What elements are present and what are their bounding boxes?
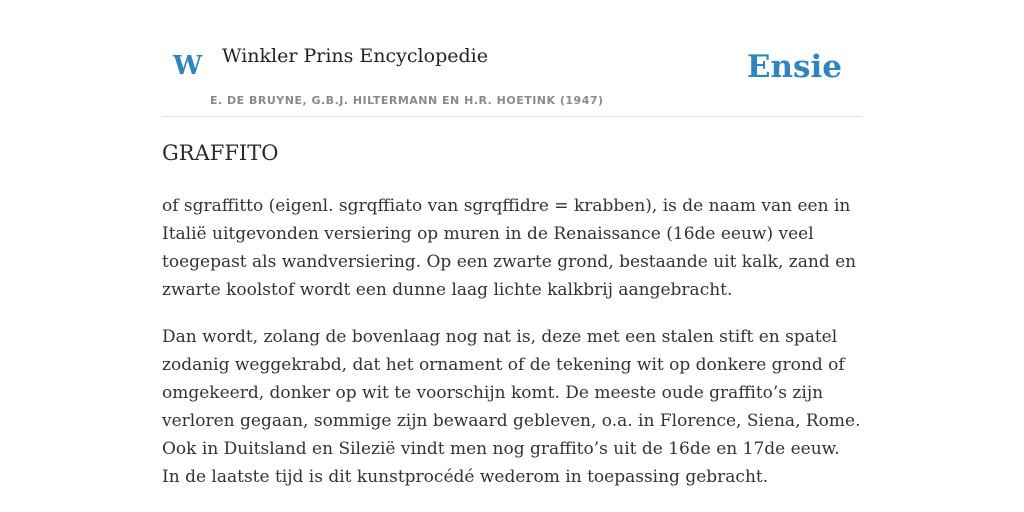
article-paragraph: Dan wordt, zolang de bovenlaag nog nat is, deze met een stalen stift en spatel zodanig weggekrabd, dat het ornament of de tekening wit op donkere grond of omgekeerd, donker op wit te voorschijn komt. De meeste oude graffito’s zijn verloren gegaan, sommige zijn bewaard gebleven, o.a. in Florence, Siena, Rome. Ook in Duitsland en Silezië vindt men nog graffito’s uit de 16de en 17de eeuw. In de laatste tijd is dit kunstprocédé wederom in toepassing gebracht. — [162, 327, 861, 487]
page-container — [162, 0, 862, 487]
authors-line: E. DE BRUYNE, G.B.J. HILTERMANN EN H.R. HOETINK (1947) — [210, 94, 604, 107]
encyclopedia-logo-icon[interactable]: W — [173, 51, 203, 81]
article-paragraph: of sgraffitto (eigenl. sgrqffiato van sgrqffidre = krabben), is de naam van een in Italië uitgevonden versiering op muren in de Renaissance (16de eeuw) veel toegepast als wandversiering. Op een zwarte grond, bestaande uit kalk, zand en zwarte koolstof wordt een dunne laag lichte kalkbrij aangebracht. — [162, 196, 857, 300]
article-body — [162, 192, 862, 510]
publication-title[interactable]: Winkler Prins Encyclopedie — [222, 45, 488, 67]
brand-logo[interactable]: Ensie — [746, 49, 842, 85]
article-title: GRAFFITO — [162, 141, 279, 165]
header — [162, 0, 862, 117]
